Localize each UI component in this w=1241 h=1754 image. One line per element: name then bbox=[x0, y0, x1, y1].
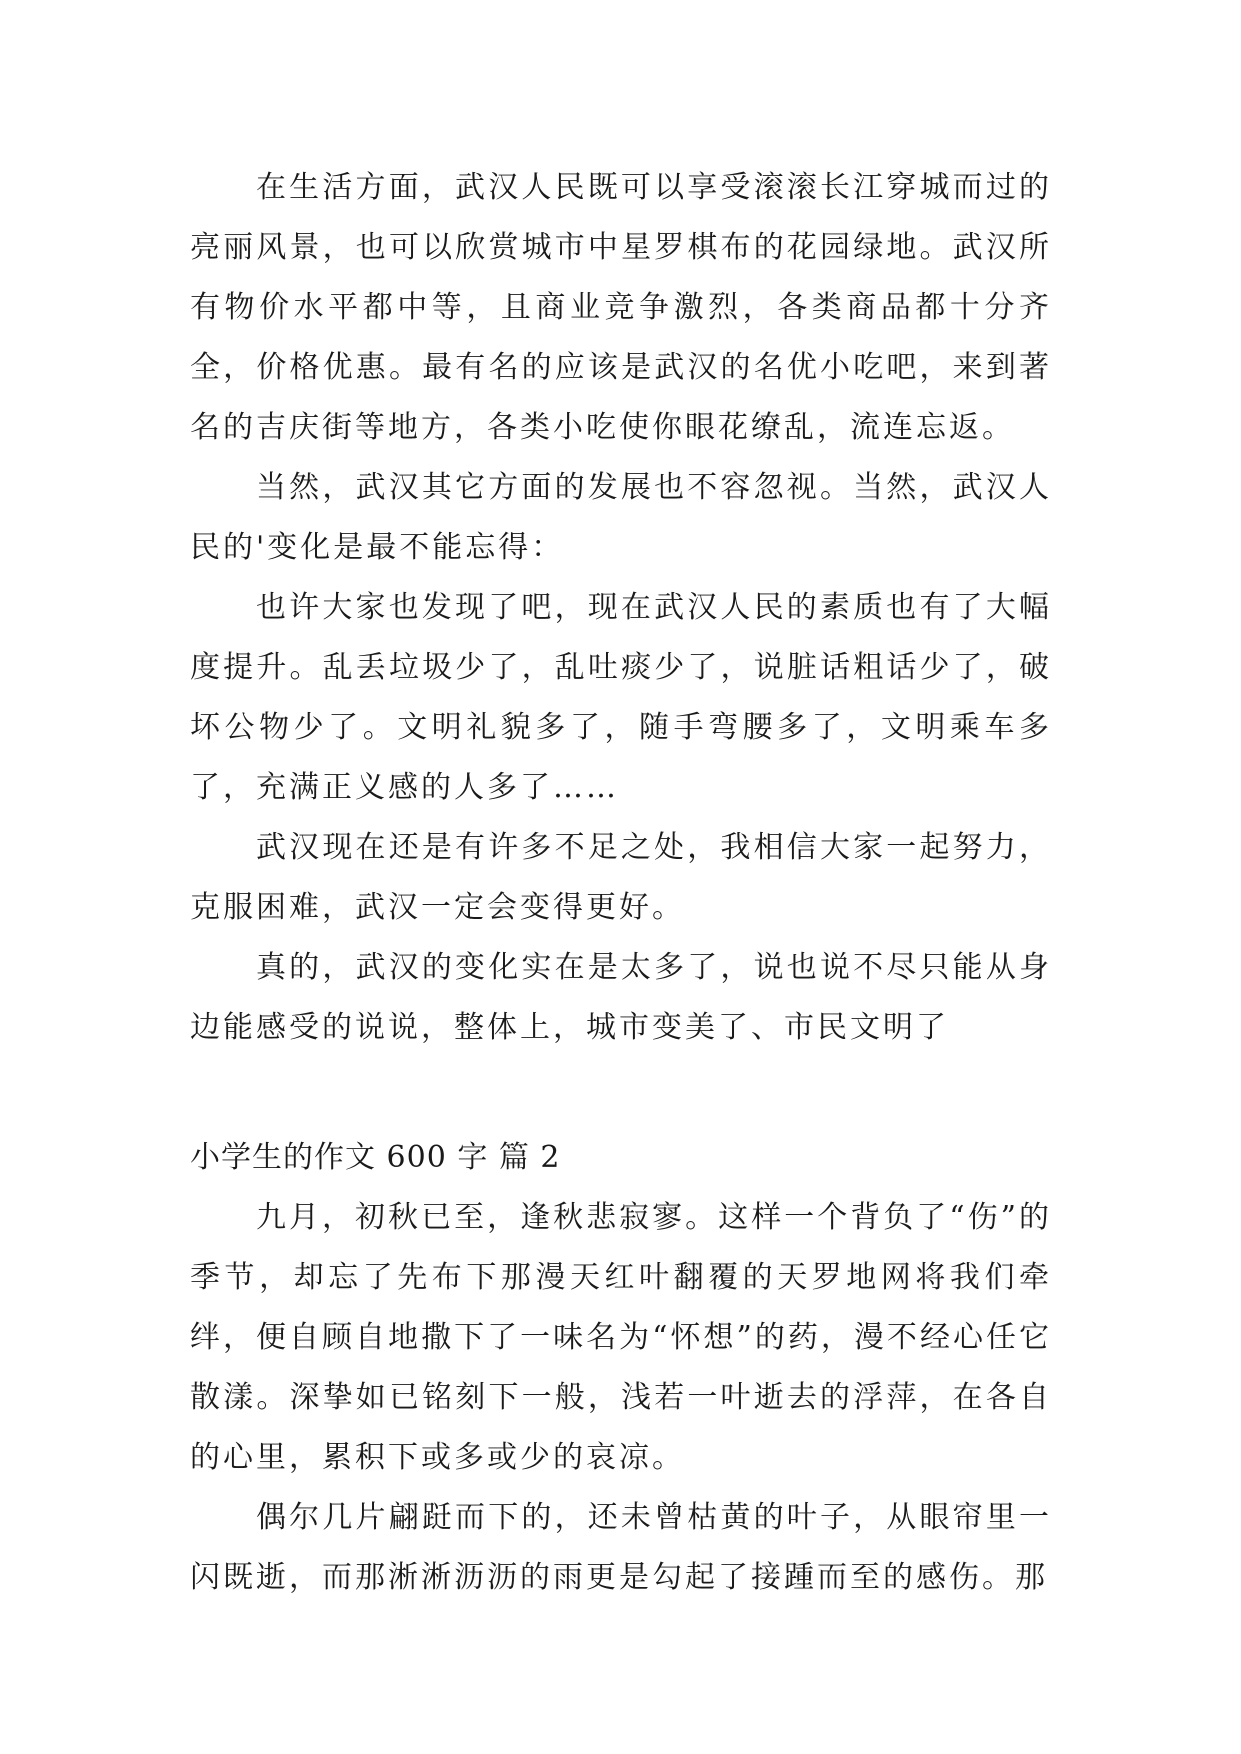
paragraph-autumn: 九月，初秋已至，逢秋悲寂寥。这样一个背负了“伤”的季节，却忘了先布下那漫天红叶翻覆的天罗地网将我们牵绊，便自顾自地撒下了一味名为“怀想”的药，漫不经心任它散漾。深挚如已铭刻下一般，浅若一叶逝去的浮萍，在各自的心里，累积下或多或少的哀凉。 bbox=[190, 1200, 1052, 1475]
paragraph-quality: 也许大家也发现了吧，现在武汉人民的素质也有了大幅度提升。乱丢垃圾少了，乱吐痰少了，说脏话粗话少了，破坏公物少了。文明礼貌多了，随手弯腰多了，文明乘车多了，充满正义感的人多了…… bbox=[190, 590, 1052, 805]
paragraph-shortcomings: 武汉现在还是有许多不足之处，我相信大家一起努力，克服困难，武汉一定会变得更好。 bbox=[190, 830, 1052, 925]
paragraph-development: 当然，武汉其它方面的发展也不容忽视。当然，武汉人民的'变化是最不能忘得： bbox=[190, 470, 1052, 565]
section-heading: 小学生的作文 600 字 篇 2 bbox=[190, 1140, 561, 1175]
paragraph-leaves: 偶尔几片翩跹而下的，还未曾枯黄的叶子，从眼帘里一闪既逝，而那淅淅沥沥的雨更是勾起了接踵而至的感伤。那 bbox=[190, 1500, 1052, 1595]
paragraph-life: 在生活方面，武汉人民既可以享受滚滚长江穿城而过的亮丽风景，也可以欣赏城市中星罗棋布的花园绿地。武汉所有物价水平都中等，且商业竞争激烈，各类商品都十分齐全，价格优惠。最有名的应该是武汉的名优小吃吧，来到著名的吉庆街等地方，各类小吃使你眼花缭乱，流连忘返。 bbox=[190, 170, 1052, 445]
document-body bbox=[190, 158, 1052, 1608]
paragraph-conclusion: 真的，武汉的变化实在是太多了，说也说不尽只能从身边能感受的说说，整体上，城市变美了、市民文明了 bbox=[190, 950, 1052, 1045]
